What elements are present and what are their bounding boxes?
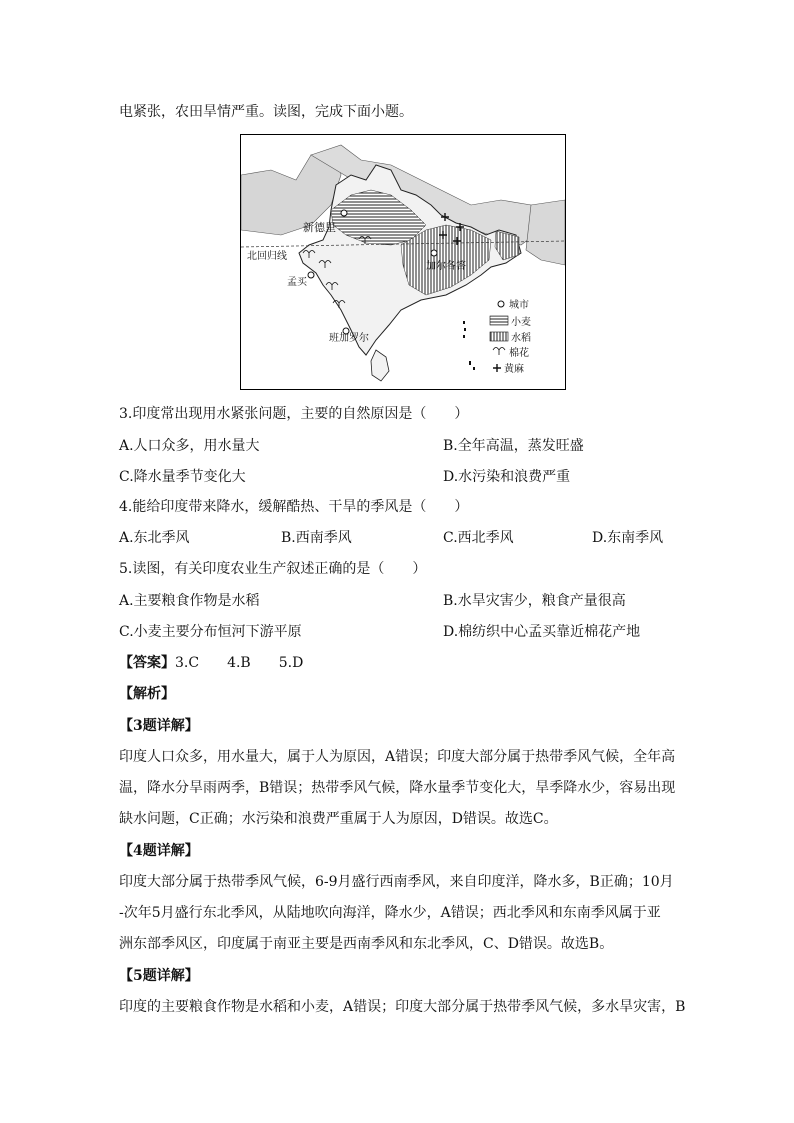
detail-3-line-3: 缺水问题，C正确；水污染和浪费严重属于人为原因，D错误。故选C。: [119, 811, 558, 827]
legend-cotton: 棉花: [509, 348, 529, 359]
detail-5-line-1: 印度的主要粮食作物是水稻和小麦，A错误；印度大部分属于热带季风气候，多水旱灾害，B: [119, 999, 686, 1015]
legend-jute: 黄麻: [504, 364, 524, 375]
q3-stem: 3.印度常出现用水紧张问题，主要的自然原因是（ ）: [119, 406, 469, 422]
answer-label: 【答案】: [119, 655, 175, 671]
city-mumbai: [308, 272, 314, 278]
detail-3-line-1: 印度人口众多，用水量大，属于人为原因，A错误；印度大部分属于热带季风气候，全年高: [119, 749, 676, 765]
analysis-label: 【解析】: [119, 686, 175, 702]
q5-stem: 5.读图，有关印度农业生产叙述正确的是（ ）: [119, 561, 427, 577]
map-legend: [490, 298, 531, 375]
city-new-delhi: [341, 210, 347, 216]
label-kolkata: 加尔各答: [426, 261, 466, 272]
legend-wheat: 小麦: [511, 317, 531, 328]
detail-3-line-2: 温，降水分旱雨两季，B错误；热带季风气候，降水量季节变化大，旱季降水少，容易出现: [119, 780, 676, 796]
q5-option-a: A.主要粮食作物是水稻: [119, 593, 260, 609]
q3-option-a: A.人口众多，用水量大: [119, 438, 260, 454]
detail-5-title: 【5题详解】: [119, 968, 199, 984]
label-tropic: 北回归线: [247, 251, 287, 262]
neighbor-land-east: [526, 200, 565, 265]
label-bangalore: 班加罗尔: [329, 333, 369, 344]
legend-city: 城市: [509, 300, 529, 311]
intro-text: 电紧张，农田旱情严重。读图，完成下面小题。: [119, 104, 413, 120]
detail-4-line-2: -次年5月盛行东北季风，从陆地吹向海洋，降水少，A错误；西北季风和东南季风属于亚: [119, 905, 661, 921]
map-svg: [241, 135, 565, 389]
legend-rice: 水稻: [511, 333, 531, 344]
q5-option-b: B.水旱灾害少，粮食产量很高: [443, 593, 626, 609]
q5-option-d: D.棉纺织中心孟买靠近棉花产地: [443, 624, 641, 640]
q3-option-d: D.水污染和浪费严重: [443, 469, 571, 485]
detail-3-title: 【3题详解】: [119, 718, 199, 734]
label-new-delhi: 新德里: [303, 221, 336, 234]
label-mumbai: 孟买: [287, 277, 307, 288]
q3-option-b: B.全年高温，蒸发旺盛: [443, 438, 584, 454]
islands: [463, 321, 475, 370]
city-kolkata: [431, 250, 437, 256]
detail-4-title: 【4题详解】: [119, 843, 199, 859]
q5-option-c: C.小麦主要分布恒河下游平原: [119, 624, 302, 640]
q4-stem: 4.能给印度带来降水，缓解酷热、干旱的季风是（ ）: [119, 499, 469, 515]
q4-option-a: A.东北季风: [119, 530, 190, 546]
sri-lanka: [371, 350, 389, 381]
q3-option-c: C.降水量季节变化大: [119, 469, 246, 485]
answer-line: [119, 653, 303, 673]
detail-4-line-1: 印度大部分属于热带季风气候，6-9月盛行西南季风，来自印度洋，降水多，B正确；10月: [119, 874, 674, 890]
detail-4-line-3: 洲东部季风区，印度属于南亚主要是西南季风和东北季风，C、D错误。故选B。: [119, 936, 614, 952]
answer-values: 3.C 4.B 5.D: [175, 655, 304, 671]
q4-option-d: D.东南季风: [592, 530, 664, 546]
q4-option-c: C.西北季风: [443, 530, 514, 546]
q4-option-b: B.西南季风: [281, 530, 352, 546]
india-agriculture-map: [240, 134, 566, 390]
